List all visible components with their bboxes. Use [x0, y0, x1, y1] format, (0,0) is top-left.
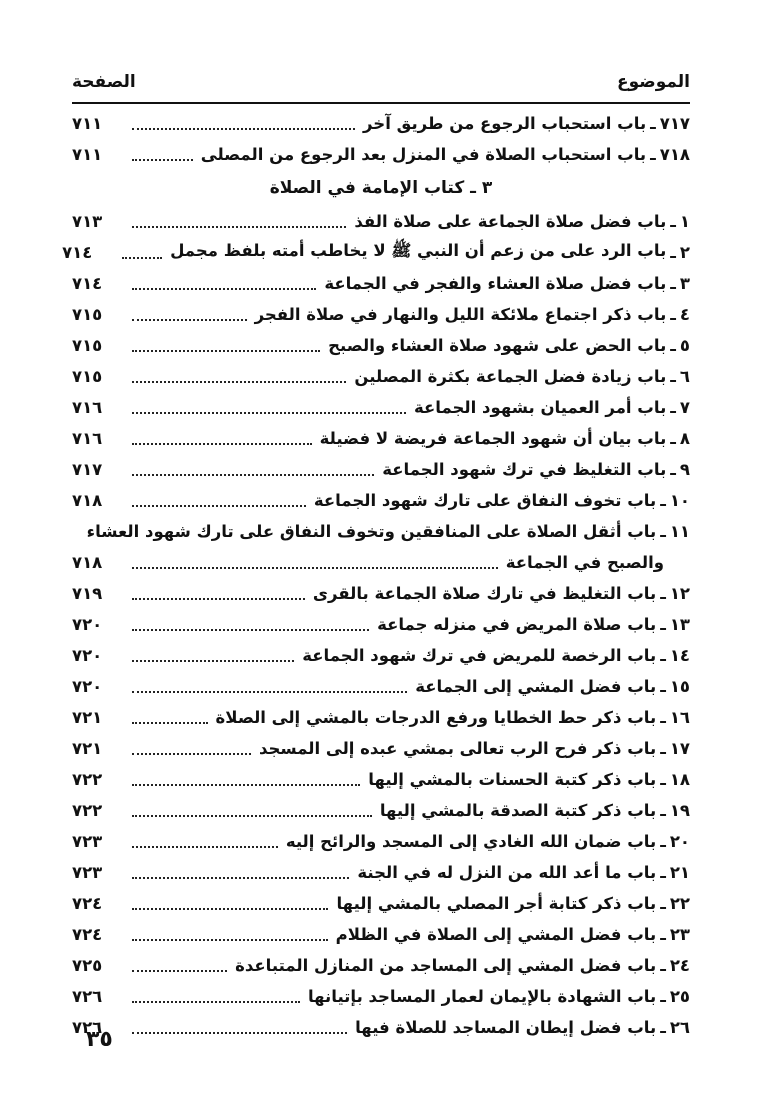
entry-page: ٧١٩	[72, 584, 103, 603]
entry-title: باب ذكر فرح الرب تعالى بمشي عبده إلى المسجد	[259, 739, 657, 758]
leader-dots	[132, 846, 278, 848]
toc-row: ٥ ـ باب الحض على شهود صلاة العشاء والصبح ٧١٥	[72, 336, 690, 355]
entry-number: ٢٦	[669, 1018, 690, 1037]
leader-dots	[132, 753, 251, 755]
entry-number: ١٨	[669, 770, 690, 789]
leader-dots	[132, 443, 312, 445]
leader-dots	[132, 629, 369, 631]
leader-dots	[132, 939, 328, 941]
entry-page: ٧٢١	[72, 708, 103, 727]
toc-row: ١١ ـ باب أثقل الصلاة على المنافقين وتخوف النفاق على تارك شهود العشاء	[86, 522, 690, 541]
entry-page: ٧١١	[72, 114, 103, 133]
entry-number: ٢١	[669, 863, 690, 882]
entry-page: ٧١٣	[72, 212, 103, 231]
section-number: ٣	[481, 178, 493, 198]
leader-dots	[132, 381, 346, 383]
entry-number: ٢٢	[669, 894, 690, 913]
entry-page: ٧٢٠	[72, 615, 103, 634]
toc-row: ٦ ـ باب زيادة فضل الجماعة بكثرة المصلين ٧١٥	[72, 367, 690, 386]
leader-dots	[132, 722, 208, 724]
entry-page: ٧٢٠	[72, 677, 103, 696]
entry-number: ١٢	[669, 584, 690, 603]
toc-row: ٧ ـ باب أمر العميان بشهود الجماعة ٧١٦	[72, 398, 690, 417]
leader-dots	[132, 1032, 347, 1034]
entry-title: باب فضل المشي إلى المساجد من المنازل المتباعدة	[235, 956, 657, 975]
leader-dots	[132, 877, 349, 879]
toc-row: ١٤ ـ باب الرخصة للمريض في ترك شهود الجماعة ٧٢٠	[72, 646, 690, 665]
entry-title: باب ذكر اجتماع ملائكة الليل والنهار في صلاة الفجر	[254, 305, 667, 324]
entry-number: ١٣	[669, 615, 690, 634]
entry-page: ٧٢٥	[72, 956, 103, 975]
toc-row: ٢٤ ـ باب فضل المشي إلى المساجد من المنازل المتباعدة ٧٢٥	[72, 956, 690, 975]
entry-number: ٨	[679, 429, 690, 448]
leader-dots	[132, 319, 247, 321]
toc-row: ١٩ ـ باب ذكر كتبة الصدقة بالمشي إليها ٧٢٢	[72, 801, 690, 820]
leader-dots	[132, 159, 193, 161]
entry-number: ٧١٨	[659, 145, 690, 164]
leader-dots	[132, 350, 320, 352]
entry-title: باب ذكر كتبة الصدقة بالمشي إليها	[379, 801, 657, 820]
entry-number: ٢٠	[669, 832, 690, 851]
entry-number: ٤	[679, 305, 690, 324]
toc-row-continuation	[72, 547, 690, 578]
entry-page: ٧٢٤	[72, 894, 103, 913]
toc-row: ٣ ـ باب فضل صلاة العشاء والفجر في الجماعة ٧١٤	[72, 274, 690, 293]
leader-dots	[132, 784, 360, 786]
entry-number: ٢٤	[669, 956, 690, 975]
entry-number: ١٧	[669, 739, 690, 758]
entry-title: باب فضل صلاة العشاء والفجر في الجماعة	[324, 274, 667, 293]
entry-title: باب صلاة المريض في منزله جماعة	[377, 615, 657, 634]
toc-row: ٢٦ ـ باب فضل إيطان المساجد للصلاة فيها ٧٢٦	[72, 1018, 690, 1037]
entry-title: باب ضمان الله الغادي إلى المسجد والرائح إليه	[285, 832, 657, 851]
toc-row: ١٦ ـ باب ذكر حط الخطايا ورفع الدرجات بالمشي إلى الصلاة ٧٢١	[72, 708, 690, 727]
toc-row: ١٥ ـ باب فضل المشي إلى الجماعة ٧٢٠	[72, 677, 690, 696]
toc-rows	[62, 108, 690, 1043]
entry-number: ٢٣	[669, 925, 690, 944]
entry-number: ٦	[679, 367, 690, 386]
entry-title: باب بيان أن شهود الجماعة فريضة لا فضيلة	[319, 429, 667, 448]
entry-title-continuation: والصبح في الجماعة	[505, 553, 664, 572]
entry-number: ٩	[679, 460, 690, 479]
toc-row: ٧١٧ ـ باب استحباب الرجوع من طريق آخر ٧١١	[72, 114, 690, 133]
toc-row: ٩ ـ باب التغليظ في ترك شهود الجماعة ٧١٧	[72, 460, 690, 479]
entry-title: باب الرد على من زعم أن النبي ﷺ لا يخاطب أمته بلفظ مجمل	[170, 240, 667, 260]
leader-dots	[132, 226, 346, 228]
entry-number: ٧١٧	[659, 114, 690, 133]
entry-page: ٧١٨	[72, 553, 103, 572]
entry-page: ٧١٥	[72, 367, 103, 386]
entry-title: باب استحباب الصلاة في المنزل بعد الرجوع من المصلى	[200, 145, 647, 164]
entry-title: باب ذكر حط الخطايا ورفع الدرجات بالمشي إلى الصلاة	[215, 708, 657, 727]
entries-list	[62, 206, 690, 1043]
entry-title: باب أمر العميان بشهود الجماعة	[413, 398, 667, 417]
entry-page: ٧٢٠	[72, 646, 103, 665]
entry-page: ٧١٤	[62, 243, 93, 262]
leader-dots	[132, 1001, 300, 1003]
entry-page: ٧١٥	[72, 305, 103, 324]
entry-page: ٧١٦	[72, 429, 103, 448]
leader-dots	[132, 474, 374, 476]
entry-page: ٧٢٢	[72, 770, 103, 789]
leader-dots	[132, 815, 372, 817]
leader-dots	[132, 660, 294, 662]
entry-page: ٧١٦	[72, 398, 103, 417]
entry-page: ٧٢١	[72, 739, 103, 758]
entry-page: ٧١٥	[72, 336, 103, 355]
section-title: كتاب الإمامة في الصلاة	[269, 178, 465, 198]
toc-row: ١٠ ـ باب تخوف النفاق على تارك شهود الجماعة ٧١٨	[72, 491, 690, 510]
toc-row: ٢ ـ باب الرد على من زعم أن النبي ﷺ لا يخاطب أمته بلفظ مجمل ٧١٤	[72, 237, 690, 268]
entry-number: ١	[679, 212, 690, 231]
leader-dots	[122, 257, 162, 259]
entry-page: ٧٢٣	[72, 832, 103, 851]
entry-title: باب التغليظ في تارك صلاة الجماعة بالقرى	[312, 584, 657, 603]
toc-row: ١٧ ـ باب ذكر فرح الرب تعالى بمشي عبده إلى المسجد ٧٢١	[72, 739, 690, 758]
entry-page: ٧١٨	[72, 491, 103, 510]
leader-dots	[132, 128, 355, 130]
entry-title: باب الحض على شهود صلاة العشاء والصبح	[328, 336, 667, 355]
entry-title: باب تخوف النفاق على تارك شهود الجماعة	[313, 491, 657, 510]
entry-number: ١٤	[669, 646, 690, 665]
entry-number: ١٩	[669, 801, 690, 820]
entry-number: ١٠	[669, 491, 690, 510]
toc-row: ٨ ـ باب بيان أن شهود الجماعة فريضة لا فضيلة ٧١٦	[72, 429, 690, 448]
entry-title: باب الشهادة بالإيمان لعمار المساجد بإتيانها	[307, 987, 657, 1006]
leader-dots	[132, 691, 407, 693]
leader-dots	[132, 908, 328, 910]
entry-page: ٧٢٣	[72, 863, 103, 882]
toc-row: ٤ ـ باب ذكر اجتماع ملائكة الليل والنهار في صلاة الفجر ٧١٥	[72, 305, 690, 324]
page-column-label: الصفحة	[72, 72, 136, 92]
entry-number: ١٥	[669, 677, 690, 696]
entry-page: ٧١٧	[72, 460, 103, 479]
entry-page: ٧٢٦	[72, 987, 103, 1006]
page-number: ٣٥	[86, 1027, 113, 1052]
entry-title: باب ذكر كتابة أجر المصلي بالمشي إليها	[336, 894, 657, 913]
topic-column-label: الموضوع	[617, 72, 690, 92]
leader-dots	[132, 412, 406, 414]
section-heading: ٣ ـ كتاب الإمامة في الصلاة	[269, 178, 493, 198]
entry-page: ٧٢٦	[72, 1018, 103, 1037]
toc-row: ٢٠ ـ باب ضمان الله الغادي إلى المسجد والرائح إليه ٧٢٣	[72, 832, 690, 851]
leader-dots	[132, 567, 498, 569]
entry-page: ٧١١	[72, 145, 103, 164]
toc-row: ١ ـ باب فضل صلاة الجماعة على صلاة الفذ ٧١٣	[72, 212, 690, 231]
toc-row: ٢١ ـ باب ما أعد الله من النزل له في الجنة ٧٢٣	[72, 863, 690, 882]
leader-dots	[132, 505, 306, 507]
toc-row: ٢٥ ـ باب الشهادة بالإيمان لعمار المساجد بإتيانها ٧٢٦	[72, 987, 690, 1006]
entry-title: باب ذكر كتبة الحسنات بالمشي إليها	[368, 770, 657, 789]
entry-title: باب الرخصة للمريض في ترك شهود الجماعة	[302, 646, 657, 665]
entry-title: باب استحباب الرجوع من طريق آخر	[363, 114, 647, 133]
toc-row: ٢٣ ـ باب فضل المشي إلى الصلاة في الظلام ٧٢٤	[72, 925, 690, 944]
entry-number: ٢٥	[669, 987, 690, 1006]
entry-title: باب ما أعد الله من النزل له في الجنة	[357, 863, 657, 882]
entry-number: ١٦	[669, 708, 690, 727]
entry-number: ٧	[679, 398, 690, 417]
leader-dots	[132, 288, 316, 290]
entry-number: ٣	[679, 274, 690, 293]
toc-row: ١٣ ـ باب صلاة المريض في منزله جماعة ٧٢٠	[72, 615, 690, 634]
leader-dots	[132, 970, 227, 972]
toc-row: ١٨ ـ باب ذكر كتبة الحسنات بالمشي إليها ٧٢٢	[72, 770, 690, 789]
toc-row: ٢٢ ـ باب ذكر كتابة أجر المصلي بالمشي إليها ٧٢٤	[72, 894, 690, 913]
entry-title: باب زيادة فضل الجماعة بكثرة المصلين	[354, 367, 667, 386]
toc-row: ٧١٨ ـ باب استحباب الصلاة في المنزل بعد الرجوع من المصلى ٧١١	[72, 145, 690, 164]
leader-dots	[132, 598, 305, 600]
toc-row: ١٢ ـ باب التغليظ في تارك صلاة الجماعة بالقرى ٧١٩	[72, 584, 690, 603]
entry-page: ٧٢٤	[72, 925, 103, 944]
entry-title: باب أثقل الصلاة على المنافقين وتخوف النفاق على تارك شهود العشاء	[86, 522, 657, 541]
entry-page: ٧٢٢	[72, 801, 103, 820]
entry-number: ٥	[679, 336, 690, 355]
entry-title: باب فضل صلاة الجماعة على صلاة الفذ	[354, 212, 667, 231]
entry-title: باب فضل إيطان المساجد للصلاة فيها	[355, 1018, 657, 1037]
entry-number: ١١	[669, 522, 690, 541]
entry-page: ٧١٤	[72, 274, 103, 293]
entry-title: باب فضل المشي إلى الصلاة في الظلام	[335, 925, 657, 944]
toc-header	[72, 62, 690, 104]
entry-title: باب فضل المشي إلى الجماعة	[415, 677, 657, 696]
entry-title: باب التغليظ في ترك شهود الجماعة	[382, 460, 667, 479]
entry-number: ٢	[679, 243, 690, 262]
